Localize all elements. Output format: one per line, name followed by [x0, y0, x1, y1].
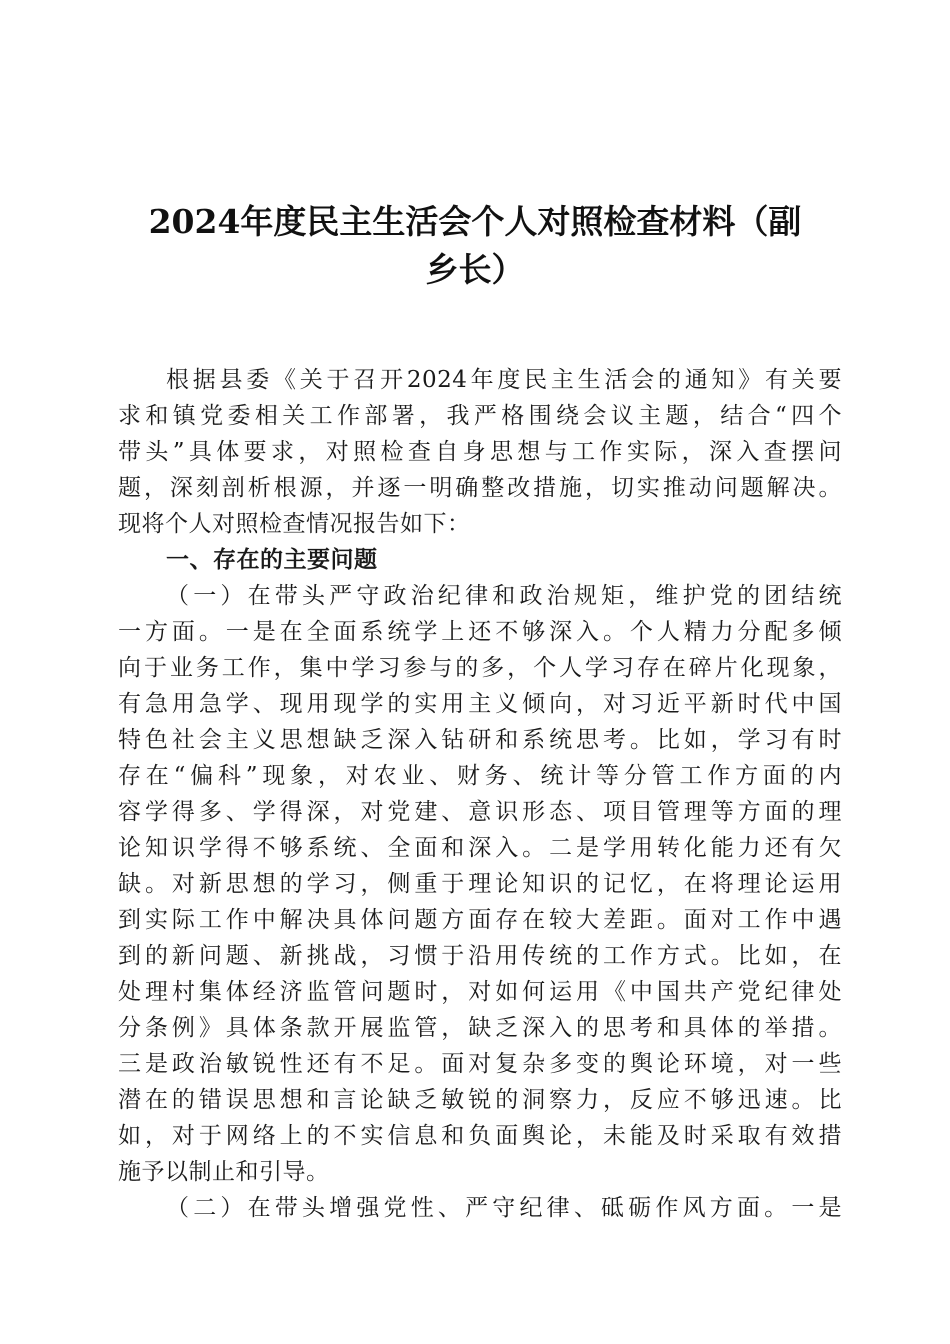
paragraph-line: 现将个人对照检查情况报告如下： [118, 511, 471, 537]
paragraph-line: 论知识学得不够系统、全面和深入。二是学用转化能力还有欠 [118, 835, 842, 861]
paragraph-line: 三是政治敏锐性还有不足。面对复杂多变的舆论环境，对一些 [118, 1051, 842, 1077]
paragraph-line: 题，深刻剖析根源，并逐一明确整改措施，切实推动问题解决。 [118, 475, 842, 501]
document-title-line-1: 2024年度民主生活会个人对照检查材料（副 [148, 202, 802, 241]
subsection-heading-line: （一）在带头严守政治纪律和政治规矩，维护党的团结统 [166, 583, 842, 609]
paragraph-line: 有急用急学、现用现学的实用主义倾向，对习近平新时代中国 [118, 691, 842, 717]
paragraph-line: 分条例》具体条款开展监管，缺乏深入的思考和具体的举措。 [118, 1015, 842, 1041]
subsection-heading-line: （二）在带头增强党性、严守纪律、砥砺作风方面。一是 [166, 1195, 842, 1221]
paragraph-line: 潜在的错误思想和言论缺乏敏锐的洞察力，反应不够迅速。比 [118, 1087, 842, 1113]
paragraph-line: 特色社会主义思想缺乏深入钻研和系统思考。比如，学习有时 [118, 727, 842, 753]
paragraph-line: 存在“偏科”现象，对农业、财务、统计等分管工作方面的内 [118, 763, 842, 789]
paragraph-line: 如，对于网络上的不实信息和负面舆论，未能及时采取有效措 [118, 1123, 842, 1149]
paragraph-line: 带头”具体要求，对照检查自身思想与工作实际，深入查摆问 [118, 439, 842, 465]
paragraph-line: 容学得多、学得深，对党建、意识形态、项目管理等方面的理 [118, 799, 842, 825]
paragraph-line: 求和镇党委相关工作部署，我严格围绕会议主题，结合“四个 [118, 403, 842, 429]
paragraph-line: 处理村集体经济监管问题时，对如何运用《中国共产党纪律处 [118, 979, 842, 1005]
paragraph-line: 向于业务工作，集中学习参与的多，个人学习存在碎片化现象， [118, 655, 842, 681]
section-heading: 一、存在的主要问题 [166, 547, 378, 573]
paragraph-line: 施予以制止和引导。 [118, 1159, 330, 1185]
paragraph-line: 到的新问题、新挑战，习惯于沿用传统的工作方式。比如，在 [118, 943, 842, 969]
paragraph-line: 根据县委《关于召开2024年度民主生活会的通知》有关要 [166, 367, 842, 393]
paragraph-line: 一方面。一是在全面系统学上还不够深入。个人精力分配多倾 [118, 619, 842, 645]
paragraph-line: 缺。对新思想的学习，侧重于理论知识的记忆，在将理论运用 [118, 871, 842, 897]
document-title-line-2: 乡长） [425, 250, 525, 289]
paragraph-line: 到实际工作中解决具体问题方面存在较大差距。面对工作中遇 [118, 907, 842, 933]
